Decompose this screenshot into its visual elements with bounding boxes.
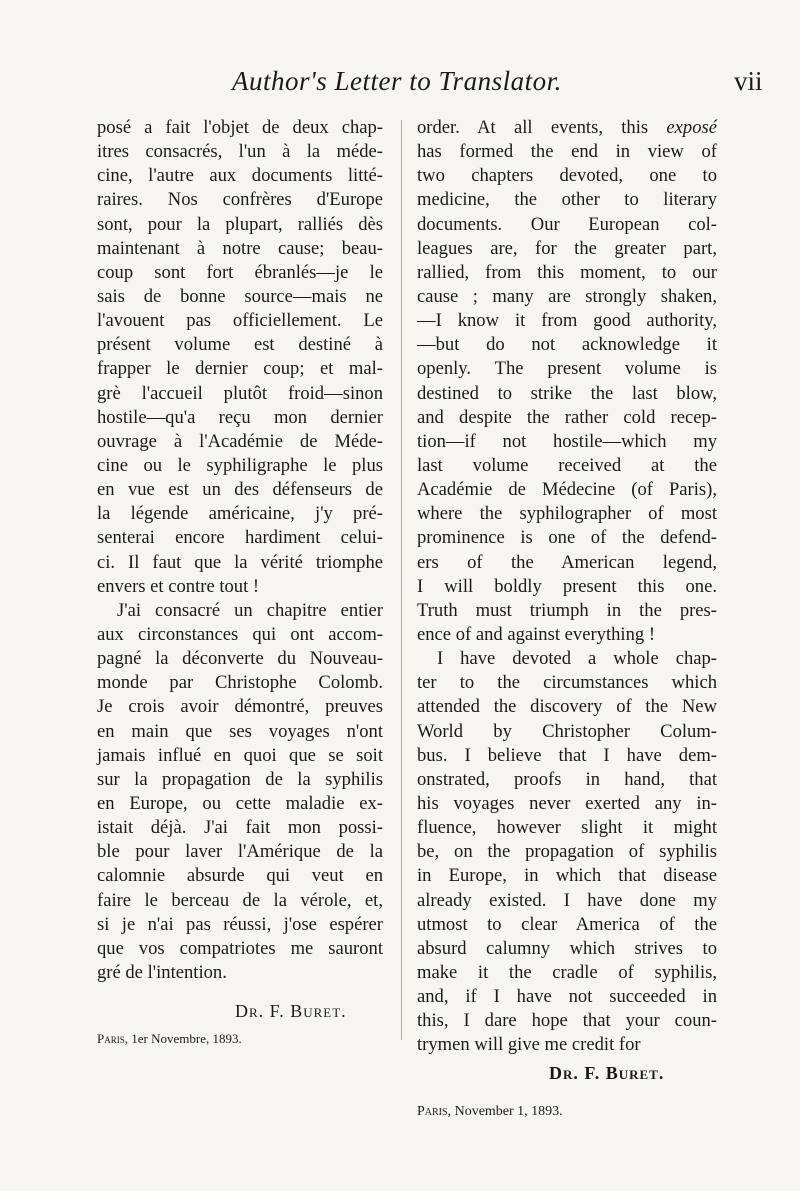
- french-line: gré de l'intention.: [97, 961, 227, 983]
- french-line: envers et contre tout !: [97, 575, 260, 597]
- english-line: absurd calumny which strives to: [417, 937, 717, 959]
- french-line: grè l'accueil plutôt froid—sinon: [97, 382, 383, 404]
- french-line: cine, l'autre aux documents litté-: [97, 165, 383, 187]
- french-line: itres consacrés, l'un à la méde-: [97, 141, 383, 163]
- english-line: and despite the rather cold recep-: [417, 406, 717, 428]
- english-line: openly. The present volume is: [417, 358, 717, 380]
- french-line: ble pour laver l'Amérique de la: [97, 841, 383, 863]
- english-line: already existed. I have done my: [417, 889, 717, 911]
- french-line: coup sont fort ébranlés—je le: [97, 261, 383, 283]
- english-line: bus. I believe that I have dem-: [417, 744, 717, 766]
- english-line: documents. Our European col-: [417, 213, 717, 235]
- english-line: make it the cradle of syphilis,: [417, 961, 717, 983]
- english-line: has formed the end in view of: [417, 141, 717, 163]
- english-line: where the syphilographer of most: [417, 503, 717, 525]
- french-line: que vos compatriotes me sauront: [97, 937, 383, 959]
- english-line: destined to strike the last blow,: [417, 382, 717, 404]
- french-line: en vue est un des défenseurs de: [97, 479, 383, 501]
- french-line: calomnie absurde qui veut en: [97, 865, 383, 887]
- english-line: be, on the propagation of syphilis: [417, 841, 717, 863]
- english-line: last volume received at the: [417, 454, 717, 476]
- english-column: [417, 116, 717, 1124]
- french-line: senterai encore hardiment celui-: [97, 527, 383, 549]
- french-line: en main que ses voyages n'ont: [97, 720, 383, 742]
- french-line: jamais influé en quoi que se soit: [97, 744, 383, 766]
- french-line: aux circonstances qui ont accom-: [97, 623, 383, 645]
- english-signature: Dr. F. Buret.: [549, 1063, 665, 1084]
- french-date: 1er Novembre, 1893.: [131, 1031, 242, 1047]
- english-date: November 1, 1893.: [454, 1103, 563, 1119]
- french-line: la légende américaine, j'y pré-: [97, 503, 383, 525]
- french-line: Je crois avoir démontré, preuves: [97, 696, 383, 718]
- french-place-city: Paris,: [97, 1031, 128, 1047]
- english-line: cause ; many are strongly shaken,: [417, 285, 717, 307]
- english-line: trymen will give me credit for: [417, 1034, 641, 1056]
- french-line: monde par Christophe Colomb.: [97, 672, 383, 694]
- column-divider: [401, 120, 402, 1040]
- french-line: hostile—qu'a reçu mon dernier: [97, 406, 383, 428]
- english-line: ence of and against everything !: [417, 623, 656, 645]
- french-place-date: [97, 1027, 383, 1051]
- french-line: cine ou le syphiligraphe le plus: [97, 454, 383, 476]
- french-column: [97, 116, 383, 1051]
- english-line: World by Christopher Colum-: [417, 720, 717, 742]
- french-line: sont, pour la plupart, ralliés dès: [97, 213, 383, 235]
- english-line: two chapters devoted, one to: [417, 165, 717, 187]
- french-line: frapper le dernier coup; et mal-: [97, 358, 383, 380]
- english-line: tion—if not hostile—which my: [417, 430, 717, 452]
- english-line: —but do not acknowledge it: [417, 334, 717, 356]
- english-line: attended the discovery of the New: [417, 696, 717, 718]
- french-line: si je n'ai pas réussi, j'ose espérer: [97, 913, 383, 935]
- english-line: —I know it from good authority,: [417, 310, 717, 332]
- english-line: I will boldly present this one.: [417, 575, 717, 597]
- english-line: I have devoted a whole chap-: [437, 648, 717, 670]
- english-line: medicine, the other to literary: [417, 189, 717, 211]
- english-line: in Europe, in which that disease: [417, 865, 717, 887]
- english-line: ter to the circumstances which: [417, 672, 717, 694]
- english-line: fluence, however slight it might: [417, 817, 717, 839]
- french-line: sais de bonne source—mais ne: [97, 285, 383, 307]
- running-title: [232, 66, 562, 97]
- french-line: présent volume est destiné à: [97, 334, 383, 356]
- french-line: sur la propagation de la syphilis: [97, 768, 383, 790]
- running-header: [0, 66, 800, 100]
- english-line: his voyages never exerted any in-: [417, 792, 717, 814]
- english-line: Truth must triumph in the pres-: [417, 599, 717, 621]
- english-line: ers of the American legend,: [417, 551, 717, 573]
- french-line: l'avouent pas officiellement. Le: [97, 310, 383, 332]
- french-line: maintenant à notre cause; beau-: [97, 237, 383, 259]
- french-line: posé a fait l'objet de deux chap-: [97, 117, 383, 138]
- french-line: J'ai consacré un chapitre entier: [117, 599, 383, 621]
- english-line: [417, 116, 717, 140]
- english-line: prominence is one of the defend-: [417, 527, 717, 549]
- french-line: ouvrage à l'Académie de Méde-: [97, 430, 383, 452]
- french-line: faire le berceau de la vérole, et,: [97, 889, 383, 911]
- page-number: vii: [734, 66, 763, 96]
- french-line: en Europe, ou cette maladie ex-: [97, 792, 383, 814]
- english-line: this, I dare hope that your coun-: [417, 1010, 717, 1032]
- english-line: onstrated, proofs in hand, that: [417, 768, 717, 790]
- english-line-1-italic: exposé: [666, 117, 717, 138]
- french-line: raires. Nos confrères d'Europe: [97, 189, 383, 211]
- french-signature: Dr. F. Buret.: [235, 1001, 347, 1022]
- english-line-1-text: order. At all events, this: [417, 117, 667, 138]
- english-line: utmost to clear America of the: [417, 913, 717, 935]
- english-line: Académie de Médecine (of Paris),: [417, 479, 717, 501]
- english-line: and, if I have not succeeded in: [417, 986, 717, 1008]
- french-line: ci. Il faut que la vérité triomphe: [97, 551, 383, 573]
- english-line: rallied, from this moment, to our: [417, 261, 717, 283]
- english-place-date: [417, 1100, 717, 1124]
- english-place-city: Paris,: [417, 1103, 452, 1119]
- french-line: istait déjà. J'ai fait mon possi-: [97, 817, 383, 839]
- running-title-part-b: to Translator.: [409, 66, 562, 96]
- french-line: pagné la déconverte du Nouveau-: [97, 648, 383, 670]
- running-title-part-a: Author's Letter: [232, 66, 403, 96]
- english-line: leagues are, for the greater part,: [417, 237, 717, 259]
